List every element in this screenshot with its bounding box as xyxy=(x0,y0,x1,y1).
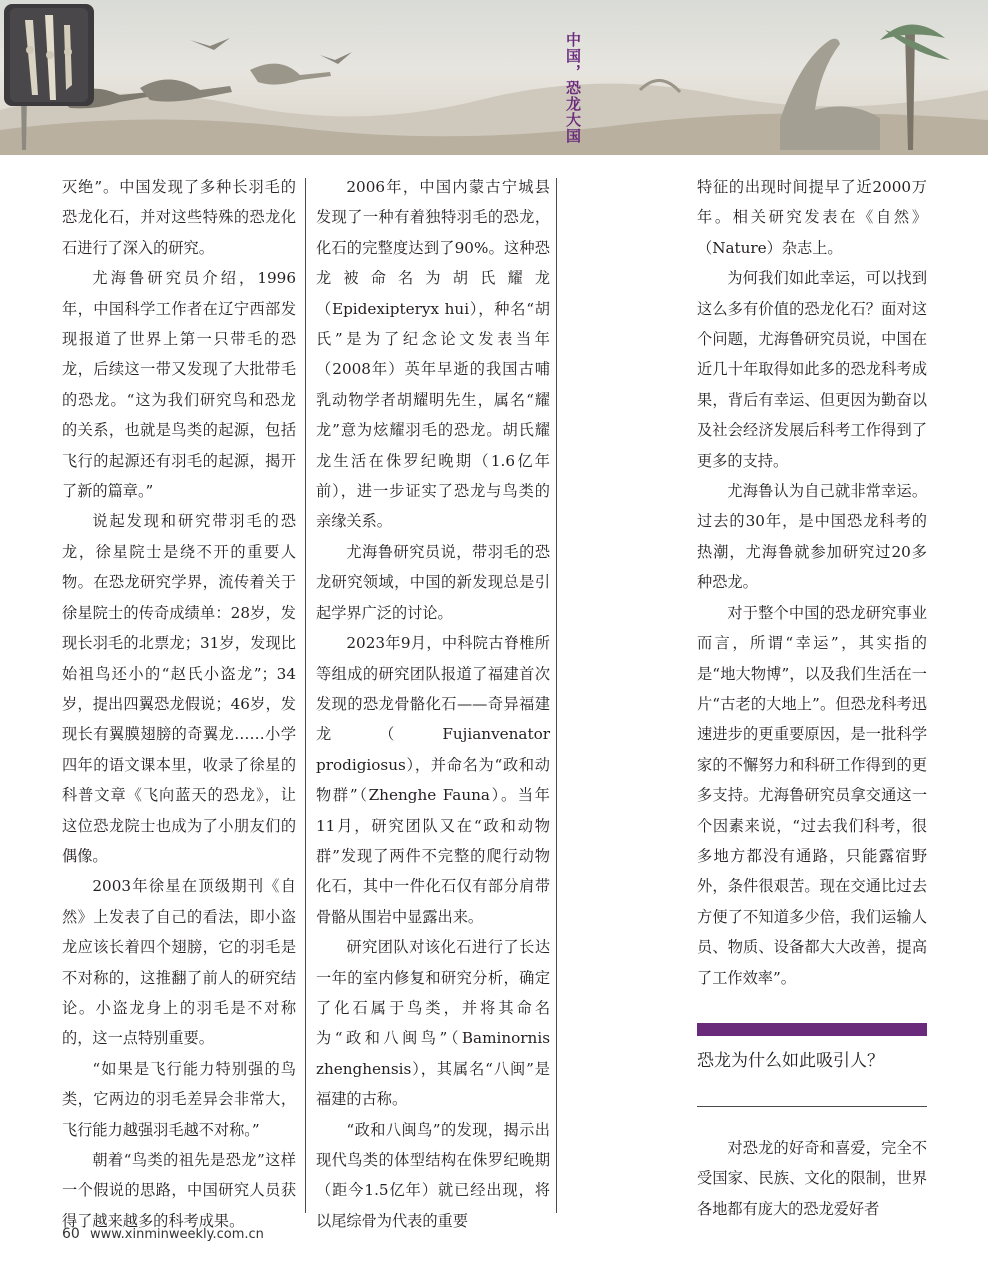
paragraph: 尤海鲁认为自己就非常幸运。过去的30年，是中国恐龙科考的热潮，尤海鲁就参加研究过20多种恐龙。 xyxy=(697,482,927,592)
paragraph: 灭绝”。中国发现了多种长羽毛的恐龙化石，并对这些特殊的恐龙化石进行了深入的研究。 xyxy=(62,178,296,257)
page-number: 60 xyxy=(62,1226,80,1242)
text-column-3 xyxy=(697,172,927,1224)
section-heading: 恐龙为什么如此吸引人？ xyxy=(697,1050,884,1071)
paragraph: 尤海鲁研究员介绍，1996年，中国科学工作者在辽宁西部发现报道了世界上第一只带毛的恐龙，后续这一带又发现了大批带毛的恐龙。“这为我们研究鸟和恐龙的关系，也就是鸟类的起源，包括飞行的起源还有羽毛的起源，揭开了新的篇章。” xyxy=(62,269,296,501)
text-column-2 xyxy=(316,172,550,1236)
text-column-1 xyxy=(62,172,296,1236)
paragraph: “政和八闽鸟”的发现，揭示出现代鸟类的体型结构在侏罗纪晚期（距今1.5亿年）就已经出现，将以尾综骨为代表的重要 xyxy=(316,1120,550,1230)
column-divider xyxy=(556,178,557,1213)
paragraph: 朝着“鸟类的祖先是恐龙”这样一个假说的思路，中国研究人员获得了越来越多的科考成果。 xyxy=(62,1151,296,1230)
fossil-claw-image xyxy=(0,0,98,110)
heading-divider xyxy=(697,1106,927,1107)
page-footer xyxy=(62,1226,264,1242)
paragraph: 2023年9月，中科院古脊椎所等组成的研究团队报道了福建首次发现的恐龙骨骼化石——奇异福建龙（Fujianvenator prodigiosus），并命名为“政和动物群”（Zhenghe Fauna）。当年11月，研究团队又在“政和动物群”发现了两件不完整的爬行动物化石，其中一件化石仅有部分肩带骨骼从围岩中显露出来。 xyxy=(316,634,550,926)
paragraph: 说起发现和研究带羽毛的恐龙，徐星院士是绕不开的重要人物。在恐龙研究学界，流传着关于徐星院士的传奇成绩单：28岁，发现长羽毛的北票龙；31岁，发现比始祖鸟还小的“赵氏小盗龙”；34岁，提出四翼恐龙假说；46岁，发现长有翼膜翅膀的奇翼龙……小学四年的语文课本里，收录了徐星的科普文章《飞向蓝天的恐龙》，让这位恐龙院士也成为了小朋友们的偶像。 xyxy=(62,512,296,865)
dinosaur-landscape-illustration xyxy=(0,0,988,155)
paragraph: 为何我们如此幸运，可以找到这么多有价值的恐龙化石？面对这个问题，尤海鲁研究员说，中国在近几十年取得如此多的恐龙科考成果，背后有幸运、但更因为勤奋以及社会经济发展后科考工作得到了更多的支持。 xyxy=(697,269,927,470)
header-banner xyxy=(0,0,988,155)
paragraph: “如果是飞行能力特别强的鸟类，它两边的羽毛差异会非常大，飞行能力越强羽毛越不对称。” xyxy=(62,1059,296,1139)
paragraph: 2006年，中国内蒙古宁城县发现了一种有着独特羽毛的恐龙，化石的完整度达到了90%。这种恐龙被命名为胡氏耀龙（Epidexipteryx hui），种名“胡氏”是为了纪念论文发表当年（2008年）英年早逝的我国古哺乳动物学者胡耀明先生，属名“耀龙”意为炫耀羽毛的恐龙。胡氏耀龙生活在侏罗纪晚期（1.6亿年前），进一步证实了恐龙与鸟类的亲缘关系。 xyxy=(316,178,550,531)
section-accent-bar xyxy=(697,1023,927,1036)
section-body xyxy=(697,1133,927,1224)
paragraph: 2003年徐星在顶级期刊《自然》上发表了自己的看法，即小盗龙应该长着四个翅膀，它的羽毛是不对称的，这推翻了前人的研究结论。小盗龙身上的羽毛是不对称的，这一点特别重要。 xyxy=(62,877,296,1048)
paragraph: 研究团队对该化石进行了长达一年的室内修复和研究分析，确定了化石属于鸟类，并将其命名为“政和八闽鸟”（Baminornis zhenghensis），其属名“八闽”是福建的古称。 xyxy=(316,938,550,1109)
paragraph: 特征的出现时间提早了近2000万年。相关研究发表在《自然》（Nature）杂志上。 xyxy=(697,178,927,257)
column-divider xyxy=(305,178,306,1213)
paragraph: 对于整个中国的恐龙研究事业而言，所谓“幸运”，其实指的是“地大物博”，以及我们生活在一片“古老的大地上”。但恐龙科考迅速进步的更重要原因，是一批科学家的不懈努力和科研工作得到的更多支持。尤海鲁研究员拿交通这一个因素来说，“过去我们科考，很多地方都没有通路，只能露宿野外，条件很艰苦。现在交通比过去方便了不知道多少倍，我们运输人员、物质、设备都大大改善，提高了工作效率”。 xyxy=(697,603,927,987)
paragraph: 尤海鲁研究员说，带羽毛的恐龙研究领域，中国的新发现总是引起学界广泛的讨论。 xyxy=(316,542,550,622)
footer-url: www.xinminweekly.com.cn xyxy=(89,1227,264,1242)
column-3-body xyxy=(697,172,927,993)
section-kicker: 中国，恐龙大国 xyxy=(564,32,582,144)
paragraph: 对恐龙的好奇和喜爱，完全不受国家、民族、文化的限制，世界各地都有庞大的恐龙爱好者 xyxy=(697,1138,927,1218)
